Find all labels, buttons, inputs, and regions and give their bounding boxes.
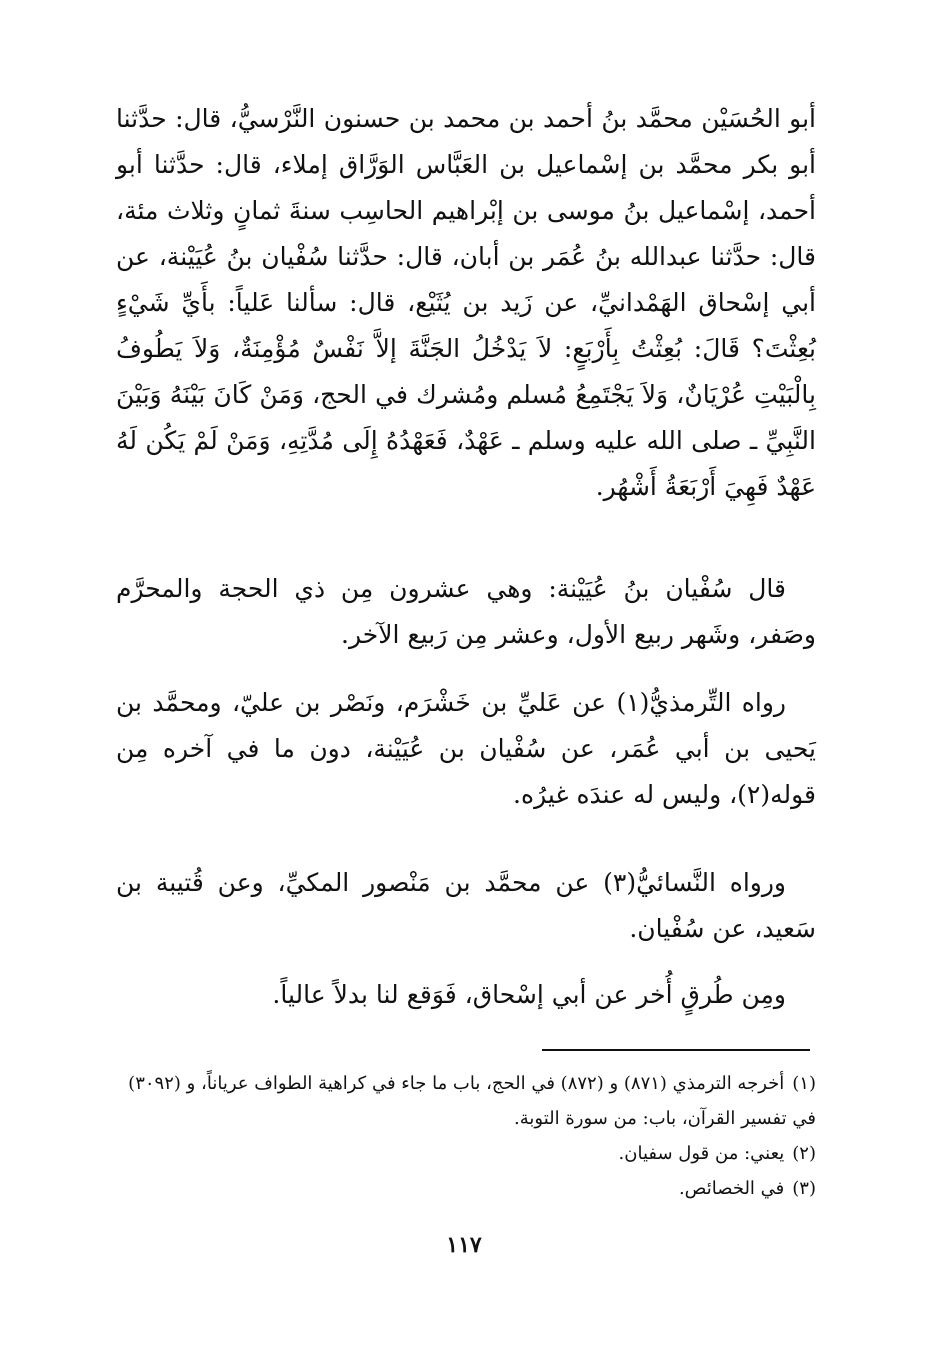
footnote-text: في الخصائص.: [678, 1178, 785, 1199]
footnote-text: أخرجه الترمذي (٨٧١) و (٨٧٢) في الحج، باب ما جاء في كراهية الطواف عرياناً، و (٣٠٩٢) في تفسير القرآن، باب: من سورة التوبة.: [128, 1073, 816, 1129]
footnote-divider: [542, 1049, 810, 1051]
footnote-number: (٢): [792, 1143, 816, 1164]
paragraph-other-routes: ومِن طُرقٍ أُخر عن أبي إسْحاق، فَوَقع لنا بدلاً عالياً.: [272, 980, 786, 1009]
page-number: ١١٧: [446, 1232, 482, 1258]
footnote-number: (٣): [792, 1178, 816, 1199]
footnote-item: [116, 1171, 816, 1206]
paragraph-hadith-chain: أبو الحُسَيْن محمَّد بنُ أحمد بن محمد بن حسنون النَّرْسيُّ، قال: حدَّثنا أبو بكر محمَّد بن إسْماعيل بن العَبَّاس الوَرَّاق إملاء، قال: حدَّثنا أبو أحمد، إسْماعيل بنُ موسى بن إبْراهيم الحاسِب سنةَ ثمانٍ وثلاث مئة، قال: حدَّثنا عبدالله بنُ عُمَر بن أبان، قال: حدَّثنا سُفْيان بنُ عُيَيْنة، عن أبي إسْحاق الهَمْدانيِّ، عن زَيد بن يُثَيْع، قال: سألنا عَلياً: بأَيِّ شَيْءٍ بُعِثْتَ؟ قَالَ: بُعِثْتُ بِأَرْبَعٍ: لاَ يَدْخُلُ الجَنَّةَ إلاَّ نَفْسٌ مُؤْمِنَةٌ، وَلاَ يَطُوفُ بِالْبَيْتِ عُرْيَانٌ، وَلاَ يَجْتَمِعُ مُسلم ومُشرك في الحج، وَمَنْ كَانَ بَيْنَهُ وَبَيْنَ النَّبِيِّ ـ صلى الله عليه وسلم ـ عَهْدٌ، فَعَهْدُهُ إِلَى مُدَّتِهِ، وَمَنْ لَمْ يَكُن لَهُ عَهْدٌ فَهِيَ أَرْبَعَةُ أَشْهُر.: [116, 104, 816, 501]
footnote-text: يعني: من قول سفيان.: [618, 1143, 785, 1164]
footnote-item: [116, 1066, 816, 1136]
paragraph-tirmidhi: رواه التِّرمذيُّ(١) عن عَليِّ بن خَشْرَم، ونَصْر بن عليّ، ومحمَّد بن يَحيى بن أبي عُمَر، عن سُفْيان بن عُيَيْنة، دون ما في آخره مِن قوله(٢)، وليس له عندَه غيرُه.: [116, 688, 816, 809]
footnotes-list: [116, 1066, 816, 1206]
paragraph-nasai: ورواه النَّسائيُّ(٣) عن محمَّد بن مَنْصور المكيِّ، وعن قُتيبة بن سَعيد، عن سُفْيان.: [116, 868, 816, 943]
footnote-item: [116, 1136, 816, 1171]
paragraph-sufyan-note: قال سُفْيان بنُ عُيَيْنة: وهي عشرون مِن ذي الحجة والمحرَّم وصَفر، وشَهر ربيع الأول، وعشر مِن رَبيع الآخر.: [116, 574, 816, 649]
footnote-number: (١): [792, 1073, 816, 1094]
